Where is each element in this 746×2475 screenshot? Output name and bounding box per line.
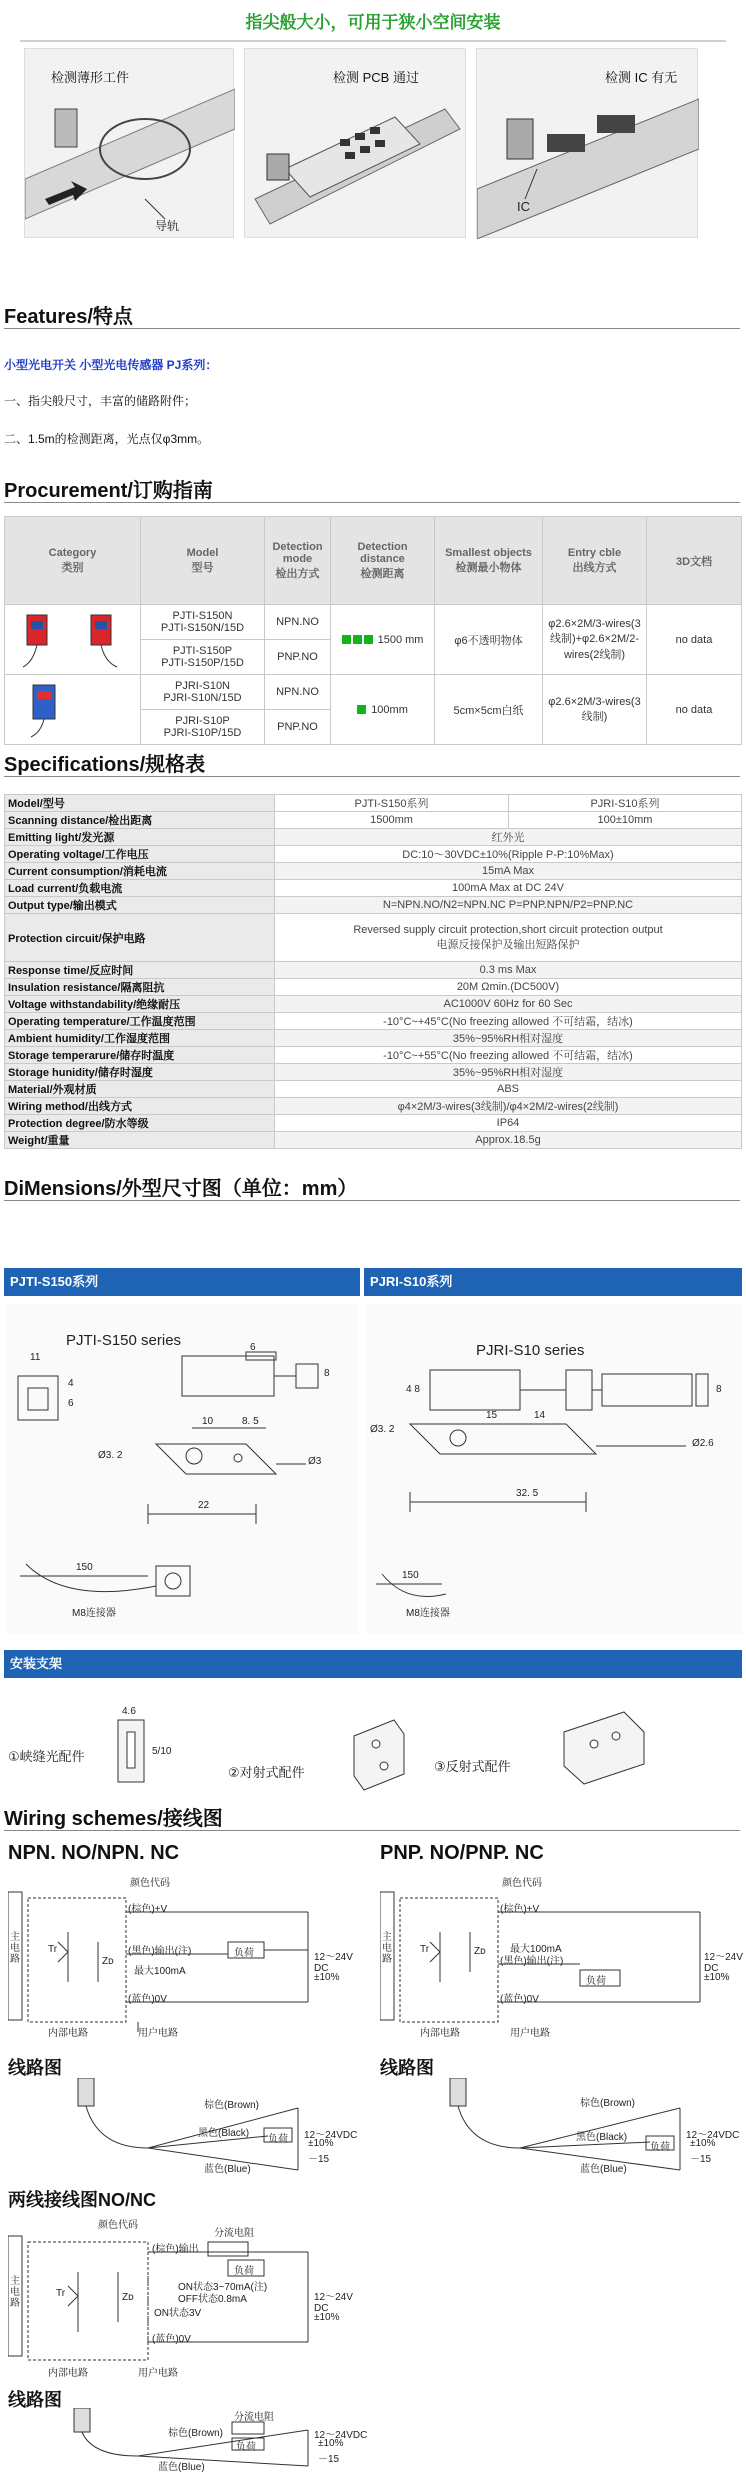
spec-value: N=NPN.NO/N2=NPN.NC P=PNP.NPN/P2=PNP.NC xyxy=(275,897,742,914)
bracket-item-1: ①峡缝光配件 xyxy=(8,1749,85,1764)
bracket-drawings xyxy=(4,1686,742,1806)
load-label: 负荷 xyxy=(586,1976,606,1987)
supply-label: 12～24VDC xyxy=(304,2130,358,2141)
feature-item-2: 二、1.5m的检测距离，光点仅φ3mm。 xyxy=(4,432,210,446)
specifications-table xyxy=(4,794,742,1149)
black-wire-label: 黑色(Black) xyxy=(198,2128,250,2139)
max-current-label: 最大100mA xyxy=(510,1944,562,1955)
blue-wire-label: (蓝色)0V xyxy=(128,1994,167,2005)
pnp-title: PNP. NO/PNP. NC xyxy=(380,1842,544,1864)
npn-title: NPN. NO/NPN. NC xyxy=(8,1842,180,1864)
dimensions-divider xyxy=(4,1200,740,1201)
line-diagram-right xyxy=(380,2078,742,2178)
tab-pjti-s150: PJTI-S150系列 xyxy=(4,1268,360,1296)
distance-cell: 100mm xyxy=(331,675,435,745)
banner-photo-thin-workpiece xyxy=(24,48,234,238)
spec-row xyxy=(5,1030,742,1047)
banner-title: 指尖般大小，可用于狭小空间安装 xyxy=(245,13,501,32)
spec-row xyxy=(5,863,742,880)
inner-circuit-label: 内部电路 xyxy=(48,2368,88,2379)
banner-photo-pcb xyxy=(244,48,466,238)
bracket-item-3: ③反射式配件 xyxy=(434,1759,511,1774)
wiring-divider xyxy=(4,1830,740,1831)
banner-photo-ic xyxy=(476,48,698,238)
spec-key: Ambient humidity/工作湿度范围 xyxy=(5,1030,275,1047)
mode-cell: PNP.NO xyxy=(265,640,331,675)
black-wire-label: (黑色)输出(注) xyxy=(500,1956,564,1967)
brown-wire-label: (棕色)+V xyxy=(128,1904,168,1915)
spec-value: 20M Ωmin.(DC500V) xyxy=(275,979,742,996)
off-state-label: OFF状态0.8mA xyxy=(178,2294,247,2305)
spec-row xyxy=(5,1098,742,1115)
user-circuit-label: 用户电路 xyxy=(138,2368,178,2379)
pnp-wiring-diagram xyxy=(380,1872,742,2038)
ic-illustration xyxy=(477,49,699,239)
panel1-sub-label: 导轨 xyxy=(155,219,180,233)
col-distance: Detection distance 检测距离 xyxy=(331,517,435,605)
on-state-label: ON状态3~70mA(注) xyxy=(178,2282,268,2293)
dim-11: 11 xyxy=(30,1352,41,1363)
spec-row xyxy=(5,979,742,996)
tolerance-minus-label: －15 xyxy=(690,2154,712,2165)
spec-value: -10°C~+55°C(No freezing allowed 不可结霜，结冰) xyxy=(275,1047,742,1064)
model-cell: PJRI-S10P PJRI-S10P/15D xyxy=(141,710,265,745)
bracket-dim-4-6: 4.6 xyxy=(122,1706,136,1717)
dim-diameter-3: Ø3 xyxy=(308,1456,322,1467)
spec-key: Model/型号 xyxy=(5,795,275,812)
model-cell: PJRI-S10N PJRI-S10N/15D xyxy=(141,675,265,710)
spec-row xyxy=(5,1013,742,1030)
category-image-retro xyxy=(5,675,141,745)
spec-row xyxy=(5,880,742,897)
supply-label: 12～24VDC xyxy=(314,2430,368,2441)
spec-row xyxy=(5,829,742,846)
brown-wire-label: 棕色(Brown) xyxy=(580,2098,636,2109)
shunt-resistor-label: 分流电阻 xyxy=(234,2412,274,2423)
user-circuit-label: 用户电路 xyxy=(510,2028,550,2039)
color-code-label: 颜色代码 xyxy=(98,2220,138,2231)
mode-cell: PNP.NO xyxy=(265,710,331,745)
load-label: 负荷 xyxy=(236,2442,256,2453)
dim-10: 10 xyxy=(202,1416,214,1427)
m8-connector-label: M8连接器 xyxy=(406,1608,450,1619)
spec-value: 35%~95%RH相对湿度 xyxy=(275,1064,742,1081)
twowire-title: 两线接线图NO/NC xyxy=(8,2190,156,2210)
model-cell: PJTI-S150P PJTI-S150P/15D xyxy=(141,640,265,675)
spec-row xyxy=(5,897,742,914)
blue-wire-label: 蓝色(Blue) xyxy=(204,2164,251,2175)
spec-row xyxy=(5,1132,742,1149)
procurement-header-row xyxy=(5,517,742,605)
on-voltage-label: ON状态3V xyxy=(154,2308,202,2319)
transistor-label: Tr xyxy=(56,2288,66,2299)
color-code-label: 颜色代码 xyxy=(130,1878,170,1889)
blue-wire-label: 蓝色(Blue) xyxy=(158,2462,205,2473)
category-image-thru-beam xyxy=(5,605,141,675)
spec-key: Protection circuit/保护电路 xyxy=(5,914,275,962)
cable-cell: φ2.6×2M/3-wires(3 线制)+φ2.6×2M/2- wires(2线制) xyxy=(543,605,647,675)
dimensions-heading: DiMensions/外型尺寸图（单位：mm） xyxy=(4,1178,358,1200)
brown-wire-label: 棕色(Brown) xyxy=(204,2100,260,2111)
feature-item-1: 一、指尖般尺寸，丰富的储路附件； xyxy=(4,394,197,408)
table-row xyxy=(5,675,742,710)
blue-wire-label: (蓝色)0V xyxy=(500,1994,539,2005)
tolerance-label: ±10% xyxy=(704,1972,730,1983)
panel3-label: 检测 IC 有无 xyxy=(605,70,678,85)
retro-sensor-icon xyxy=(13,677,133,739)
brown-wire-label: (棕色)输出 xyxy=(152,2244,199,2255)
tolerance-label: ±10% xyxy=(690,2138,716,2149)
spec-value: 1500mm xyxy=(275,812,509,829)
line-diagram-bottom-title: 线路图 xyxy=(8,2390,62,2410)
col-objects: Smallest objects 检测最小物体 xyxy=(435,517,543,605)
drawing-title: PJTI-S150 series xyxy=(66,1332,182,1349)
dim-4: 4 xyxy=(68,1378,74,1389)
spec-row xyxy=(5,846,742,863)
tolerance-label: ±10% xyxy=(318,2438,344,2449)
supply-label: 12～24V DC xyxy=(314,2292,353,2314)
spec-row xyxy=(5,795,742,812)
spec-value: 100mA Max at DC 24V xyxy=(275,880,742,897)
shunt-resistor-label: 分流电阻 xyxy=(214,2228,254,2239)
spec-key: Output type/输出模式 xyxy=(5,897,275,914)
dim-22: 22 xyxy=(198,1500,210,1511)
features-intro: 小型光电开关 小型光电传感器 PJ系列： xyxy=(4,358,218,372)
spec-model-2: PJRI-S10系列 xyxy=(509,795,742,812)
spec-row xyxy=(5,812,742,829)
pjti-drawing-lines xyxy=(6,1304,358,1634)
spec-key: Emitting light/发光源 xyxy=(5,829,275,846)
dim-6b: 6 xyxy=(250,1342,256,1353)
spec-key: Operating temperature/工作温度范围 xyxy=(5,1013,275,1030)
spec-key: Current consumption/消耗电流 xyxy=(5,863,275,880)
col-doc: 3D文档 xyxy=(647,517,742,605)
spec-model-1: PJTI-S150系列 xyxy=(275,795,509,812)
features-heading: Features/特点 xyxy=(4,306,133,328)
product-banner xyxy=(0,0,746,250)
panel1-label: 检测薄形工件 xyxy=(51,70,130,85)
line-diagram-right-title: 线路图 xyxy=(380,2058,434,2078)
col-mode: Detection mode 检出方式 xyxy=(265,517,331,605)
load-label: 负荷 xyxy=(650,2142,670,2153)
black-wire-label: (黑色)输出(注) xyxy=(128,1946,192,1957)
specifications-heading: Specifications/规格表 xyxy=(4,754,206,776)
tab-pjri-s10: PJRI-S10系列 xyxy=(364,1268,742,1296)
line-diagram-left-title: 线路图 xyxy=(8,2058,62,2078)
brown-wire-label: 棕色(Brown) xyxy=(168,2428,224,2439)
spec-value: 100±10mm xyxy=(509,812,742,829)
transistor-label: Tr xyxy=(48,1944,58,1955)
black-wire-label: 黑色(Black) xyxy=(576,2132,628,2143)
load-label: 负荷 xyxy=(234,1948,254,1959)
spec-row xyxy=(5,1081,742,1098)
spec-key: Operating voltage/工作电压 xyxy=(5,846,275,863)
dim-diameter-3-2: Ø3. 2 xyxy=(370,1424,395,1435)
mode-cell: NPN.NO xyxy=(265,605,331,640)
dim-15: 15 xyxy=(486,1410,498,1421)
spec-key: Material/外观材质 xyxy=(5,1081,275,1098)
spec-row xyxy=(5,1064,742,1081)
supply-label: 12～24V DC xyxy=(704,1952,743,1974)
spec-value: AC1000V 60Hz for 60 Sec xyxy=(275,996,742,1013)
specifications-divider xyxy=(4,776,740,777)
twowire-diagram xyxy=(8,2212,368,2382)
doc-cell: no data xyxy=(647,675,742,745)
thin-workpiece-illustration xyxy=(25,49,235,239)
panel3-sub-label: IC xyxy=(517,199,530,214)
spec-key: Response time/反应时间 xyxy=(5,962,275,979)
spec-key: Voltage withstandability/绝缘耐压 xyxy=(5,996,275,1013)
spec-key: Protection degree/防水等级 xyxy=(5,1115,275,1132)
drawing-title: PJRI-S10 series xyxy=(476,1342,585,1359)
spec-value: Reversed supply circuit protection,short circuit protection output 电源反接保护及输出短路保护 xyxy=(275,914,742,962)
objects-cell: 5cm×5cm白纸 xyxy=(435,675,543,745)
spec-value: DC:10～30VDC±10%(Ripple P-P:10%Max) xyxy=(275,846,742,863)
tolerance-minus-label: －15 xyxy=(308,2154,330,2165)
pjri-drawing-lines xyxy=(366,1304,742,1634)
spec-value: IP64 xyxy=(275,1115,742,1132)
spec-row xyxy=(5,914,742,962)
spec-value: 35%~95%RH相对湿度 xyxy=(275,1030,742,1047)
line-diagram-left xyxy=(8,2078,358,2178)
model-cell: PJTI-S150N PJTI-S150N/15D xyxy=(141,605,265,640)
spec-value: 15mA Max xyxy=(275,863,742,880)
tolerance-minus-label: －15 xyxy=(318,2454,340,2465)
dim-150: 150 xyxy=(76,1562,93,1573)
user-circuit-label: 用户电路 xyxy=(138,2028,178,2039)
spec-key: Insulation resistance/隔离阻抗 xyxy=(5,979,275,996)
features-divider xyxy=(4,328,740,329)
spec-row xyxy=(5,962,742,979)
dim-8: 8 xyxy=(716,1384,722,1395)
load-label: 负荷 xyxy=(234,2266,254,2277)
dimension-drawing-pjti xyxy=(6,1304,358,1634)
spec-key: Scanning distance/检出距离 xyxy=(5,812,275,829)
zener-label: Zᴅ xyxy=(122,2292,134,2303)
dim-diameter-3-2: Ø3. 2 xyxy=(98,1450,123,1461)
load-label: 负荷 xyxy=(268,2134,288,2145)
col-cable: Entry cble 出线方式 xyxy=(543,517,647,605)
spec-row xyxy=(5,996,742,1013)
spec-key: Storage hunidity/储存时湿度 xyxy=(5,1064,275,1081)
procurement-divider xyxy=(4,502,740,503)
dim-8-5: 8. 5 xyxy=(242,1416,259,1427)
color-code-label: 颜色代码 xyxy=(502,1878,542,1889)
spec-key: Wiring method/出线方式 xyxy=(5,1098,275,1115)
col-model: Model 型号 xyxy=(141,517,265,605)
dim-14: 14 xyxy=(534,1410,546,1421)
spec-value: ABS xyxy=(275,1081,742,1098)
bracket-dim-5-10: 5/10 xyxy=(152,1746,172,1757)
bracket-item-2: ②对射式配件 xyxy=(228,1765,305,1780)
zener-label: Zᴅ xyxy=(102,1956,114,1967)
brown-wire-label: (棕色)+V xyxy=(500,1904,540,1915)
zener-label: Zᴅ xyxy=(474,1946,486,1957)
panel2-label: 检测 PCB 通过 xyxy=(333,70,419,85)
supply-label: 12～24VDC xyxy=(686,2130,740,2141)
spec-value: 红外光 xyxy=(275,829,742,846)
inner-circuit-label: 内部电路 xyxy=(420,2028,460,2039)
main-circuit-label: 主电路 xyxy=(10,1932,20,1965)
line-diagram-bottom xyxy=(8,2408,368,2472)
spec-key: Load current/负载电流 xyxy=(5,880,275,897)
main-circuit-label: 主电路 xyxy=(382,1932,392,1965)
max-current-label: 最大100mA xyxy=(134,1966,186,1977)
dim-150: 150 xyxy=(402,1570,419,1581)
blue-wire-label: 蓝色(Blue) xyxy=(580,2164,627,2175)
dimension-drawing-pjri xyxy=(366,1304,742,1634)
tolerance-label: ±10% xyxy=(314,2312,340,2323)
banner-divider xyxy=(20,40,726,42)
mode-cell: NPN.NO xyxy=(265,675,331,710)
dim-diameter-2-6: Ø2.6 xyxy=(692,1438,714,1449)
supply-label: 12～24V DC xyxy=(314,1952,353,1974)
blue-wire-label: (蓝色)0V xyxy=(152,2334,191,2345)
cable-cell: φ2.6×2M/3-wires(3 线制) xyxy=(543,675,647,745)
bracket-section xyxy=(4,1686,742,1806)
transistor-label: Tr xyxy=(420,1944,430,1955)
main-circuit-label: 主电路 xyxy=(10,2276,20,2309)
wiring-heading: Wiring schemes/接线图 xyxy=(4,1808,223,1830)
inner-circuit-label: 内部电路 xyxy=(48,2028,88,2039)
dim-6: 6 xyxy=(68,1398,74,1409)
table-row xyxy=(5,605,742,640)
objects-cell: φ6不透明物体 xyxy=(435,605,543,675)
spec-value: φ4×2M/3-wires(3线制)/φ4×2M/2-wires(2线制) xyxy=(275,1098,742,1115)
procurement-table xyxy=(4,516,742,745)
npn-wiring-diagram xyxy=(8,1872,352,2038)
procurement-heading: Procurement/订购指南 xyxy=(4,480,213,502)
spec-value: 0.3 ms Max xyxy=(275,962,742,979)
pcb-illustration xyxy=(245,49,467,239)
col-category: Category 类别 xyxy=(5,517,141,605)
spec-value: -10°C~+45°C(No freezing allowed 不可结霜，结冰) xyxy=(275,1013,742,1030)
distance-cell: 1500 mm xyxy=(331,605,435,675)
spec-row xyxy=(5,1047,742,1064)
doc-cell: no data xyxy=(647,605,742,675)
dim-8: 8 xyxy=(324,1368,330,1379)
spec-key: Weight/重量 xyxy=(5,1132,275,1149)
bracket-bar: 安装支架 xyxy=(4,1650,742,1678)
dim-4-8: 4 8 xyxy=(406,1384,420,1395)
tolerance-label: ±10% xyxy=(314,1972,340,1983)
m8-connector-label: M8连接器 xyxy=(72,1608,116,1619)
thru-beam-sensor-icon xyxy=(13,607,133,669)
tolerance-label: ±10% xyxy=(308,2138,334,2149)
spec-value: Approx.18.5g xyxy=(275,1132,742,1149)
spec-key: Storage temperarure/储存时温度 xyxy=(5,1047,275,1064)
dim-32-5: 32. 5 xyxy=(516,1488,539,1499)
spec-row xyxy=(5,1115,742,1132)
